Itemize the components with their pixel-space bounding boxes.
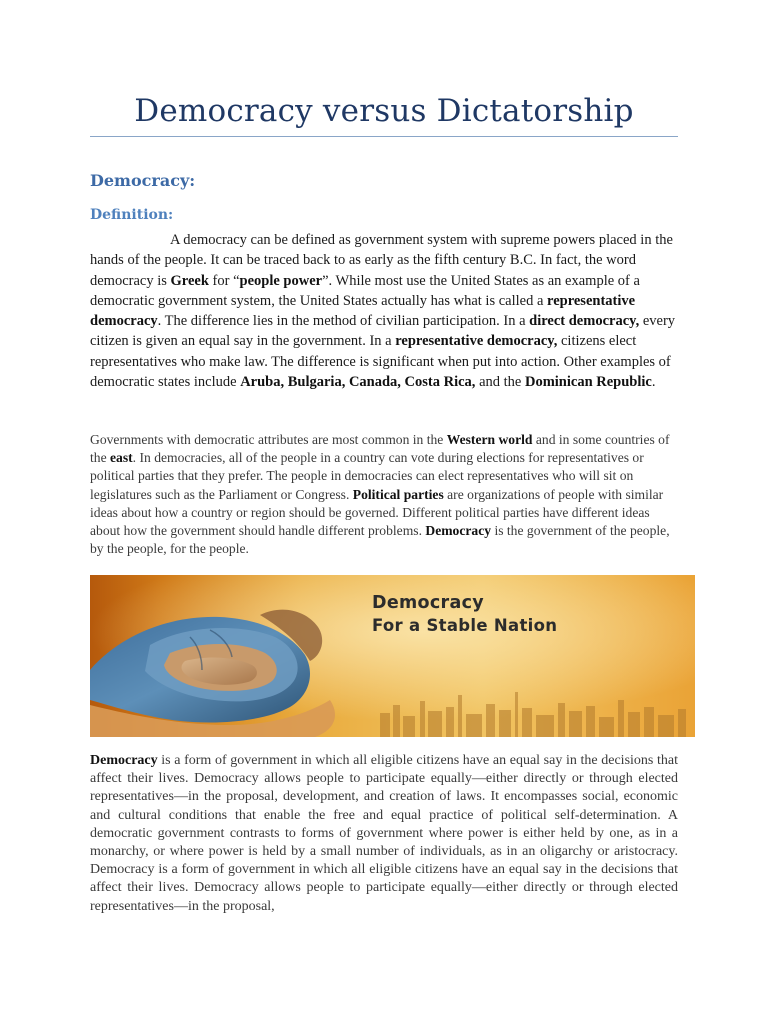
text-run: for “ [208,272,240,289]
text-run: ”. While most use the United States as an example of a democratic government system, the United States actually has what is called a [90,272,640,309]
text-run: . [651,374,656,391]
bold-text: representative democracy, [395,333,558,350]
page-title: Democracy versus Dictatorship [134,93,634,129]
bold-text: Dominican Republic [524,374,652,391]
text-run: A democracy can be defined as government system with supreme powers placed in the hands of the people. It can be traced back to as early as the fifth century B.C. In fact, the word democracy is [90,232,673,289]
title-divider [90,136,678,137]
bold-text: Western world [446,432,533,447]
bold-text: Democracy [90,753,158,768]
subsection-heading: Definition: [90,207,174,223]
text-run: every citizen is given an equal say in the government. In a [90,313,676,350]
democracy-banner-image [90,575,695,737]
text-run: is the government of the people, by the people, for the people. [90,523,670,557]
text-run: and in some countries of the [90,432,670,466]
definition-paragraph [90,230,678,392]
banner-title: Democracy [372,593,484,613]
text-run: and the [475,374,525,391]
bold-text: representative democracy [90,292,636,330]
banner-subtitle: For a Stable Nation [372,616,558,635]
bold-text: direct democracy, [529,313,640,330]
text-run: . In democracies, all of the people in a country can vote during elections for representatives or political parties that they prefer. The people in democracies can elect representatives who will sit on legislatures such as the Parliament or Congress. [90,450,644,502]
text-run: are organizations of people with similar ideas about how a country or region should be governed. Different political parties have different ideas about how the government should handle different problems. [90,486,664,539]
text-run: citizens elect representatives who make law. The difference is significant when put into action. Other examples of democratic states include [90,333,671,391]
text-run: . The difference lies in the method of civilian participation. In a [157,313,530,330]
text-run: is a form of government in which all eligible citizens have an equal say in the decisions that affect their lives. Democracy allows people to participate equally—either directly or through elected representatives—in the proposal, development, and creation of laws. It encompasses social, economic and cultural conditions that enable the free and equal practice of political self-determination. A democratic government contrasts to forms of government where power is either held by one, as in a monarchy, or where power is held by a small number of individuals, as in an oligarchy or aristocracy. Democracy is a form of government in which all eligible citizens have an equal say in the decisions that affect their lives. Democracy allows people to participate equally—either directly or through elected representatives—in the proposal, [90,753,678,914]
governments-paragraph [90,431,680,558]
bold-text: Democracy [425,523,492,539]
bold-text: east [110,450,133,466]
bold-text: Aruba, Bulgaria, Canada, Costa Rica, [240,374,476,391]
bold-text: people power [239,272,323,289]
democracy-body-paragraph [90,752,678,916]
bold-text: Political parties [352,486,444,502]
section-heading: Democracy: [90,171,196,190]
bold-text: Greek [170,272,209,289]
text-run: Governments with democratic attributes are most common in the [90,432,447,447]
